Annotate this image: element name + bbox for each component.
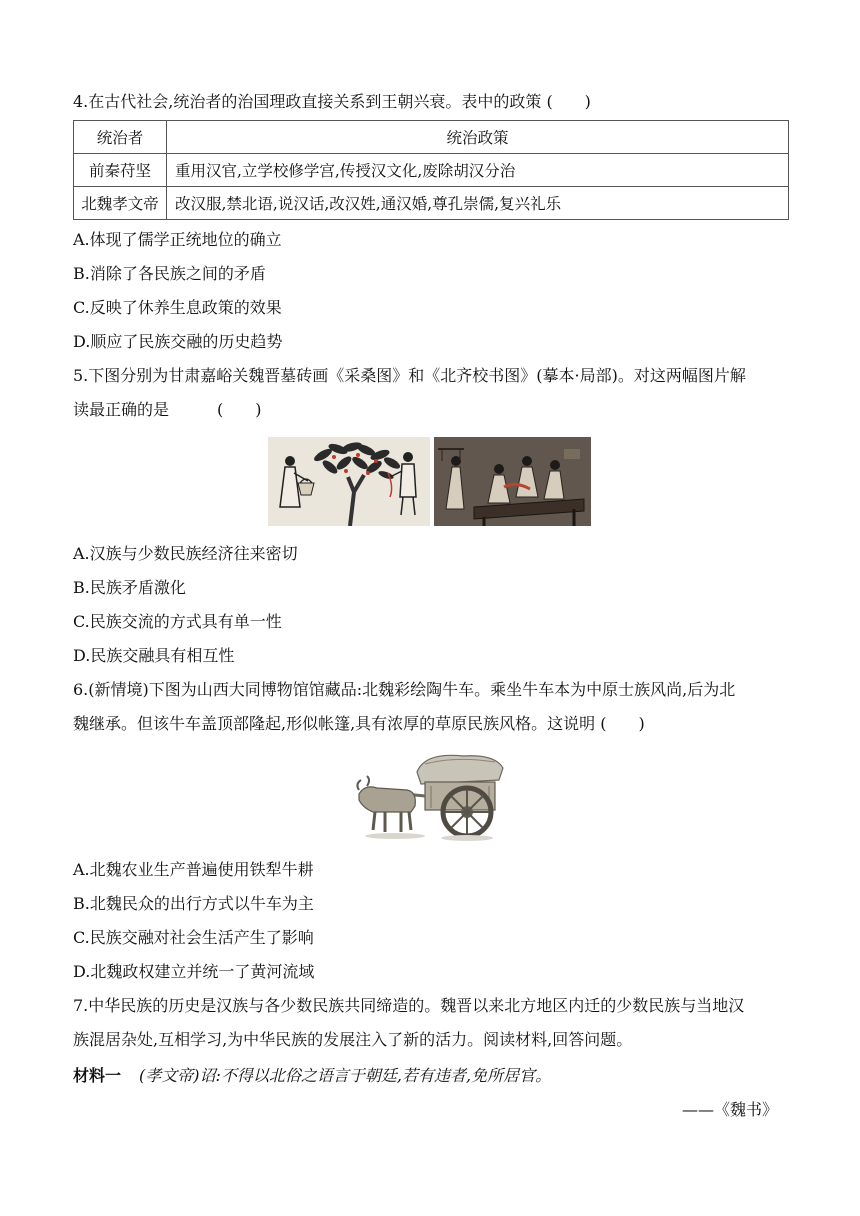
q4-option-d: D.顺应了民族交融的历史趋势 (73, 332, 283, 351)
material-citation: ——《魏书》 (681, 1100, 778, 1119)
table-header-row (74, 121, 789, 154)
q4-option-b: B.消除了各民族之间的矛盾 (73, 264, 266, 283)
q6-option-a: A.北魏农业生产普遍使用铁犁牛耕 (73, 860, 314, 879)
table-header-policy: 统治政策 (167, 121, 789, 154)
q4-option-c: C.反映了休养生息政策的效果 (73, 298, 282, 317)
mulberry-picking-painting (268, 437, 430, 526)
collating-books-painting (434, 437, 591, 526)
q5-option-b: B.民族矛盾激化 (73, 578, 186, 597)
q7-stem-line2: 族混居杂处,互相学习,为中华民族的发展注入了新的活力。阅读材料,回答问题。 (73, 1030, 633, 1049)
table-cell-policy: 重用汉官,立学校修学宫,传授汉文化,废除胡汉分治 (167, 154, 789, 187)
q5-option-a: A.汉族与少数民族经济往来密切 (73, 544, 298, 563)
q5-stem-line2: 读最正确的是 ( ) (73, 400, 262, 419)
material-text: (孝文帝)诏:不得以北俗之语言于朝廷,若有违者,免所居官。 (139, 1066, 552, 1085)
q6-stem-line1: 6.(新情境)下图为山西大同博物馆馆藏品:北魏彩绘陶牛车。乘坐牛车本为中原士族风尚,后为北 (73, 680, 736, 699)
material-label: 材料一 (73, 1066, 122, 1085)
q6-option-d: D.北魏政权建立并统一了黄河流域 (73, 962, 315, 981)
table-cell-policy: 改汉服,禁北语,说汉话,改汉姓,通汉婚,尊孔崇儒,复兴礼乐 (167, 187, 789, 220)
q6-stem-line2: 魏继承。但该牛车盖顶部隆起,形似帐篷,具有浓厚的草原民族风格。这说明 ( ) (73, 714, 645, 733)
q7-stem-line1: 7.中华民族的历史是汉族与各少数民族共同缔造的。魏晋以来北方地区内迁的少数民族与当地汉 (73, 996, 745, 1015)
q5-stem-line1: 5.下图分别为甘肃嘉峪关魏晋墓砖画《采桑图》和《北齐校书图》(摹本·局部)。对这两幅图片解 (73, 366, 746, 385)
q5-option-c: C.民族交流的方式具有单一性 (73, 612, 282, 631)
q6-option-c: C.民族交融对社会生活产生了影响 (73, 928, 314, 947)
q4-stem: 4.在古代社会,统治者的治国理政直接关系到王朝兴衰。表中的政策 ( ) (73, 92, 591, 111)
table-header-ruler: 统治者 (74, 121, 167, 154)
table-cell-ruler: 前秦苻坚 (74, 154, 167, 187)
table-row (74, 187, 789, 220)
q4-option-a: A.体现了儒学正统地位的确立 (73, 230, 282, 249)
q6-option-b: B.北魏民众的出行方式以牛车为主 (73, 894, 314, 913)
policy-table (73, 120, 789, 220)
q5-option-d: D.民族交融具有相互性 (73, 646, 235, 665)
pottery-ox-cart-photo (355, 750, 505, 842)
table-cell-ruler: 北魏孝文帝 (74, 187, 167, 220)
material-one (73, 1066, 551, 1086)
table-row (74, 154, 789, 187)
